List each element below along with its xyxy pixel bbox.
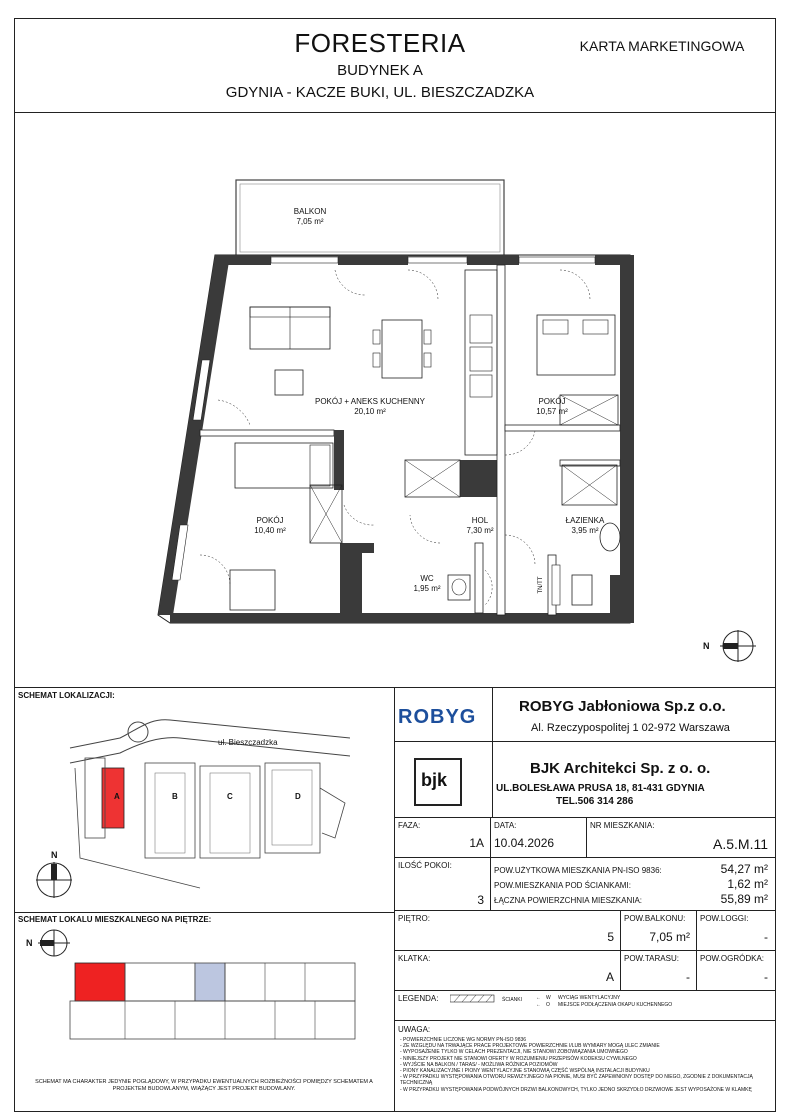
info-row-divider-1 bbox=[394, 857, 776, 858]
taras-value: - bbox=[686, 970, 690, 984]
legend-o: O bbox=[546, 1002, 550, 1008]
note-line: - PIONY KANALIZACYJNE I PIONY WENTYLACYJNE STANOWIĄ CZĘŚĆ WSPÓLNĄ INSTALACJI BUDYNKU bbox=[400, 1068, 650, 1075]
floor-scheme bbox=[65, 955, 365, 1050]
project-title: FORESTERIA bbox=[294, 28, 466, 58]
faza-value: 1A bbox=[469, 836, 484, 850]
notes-list bbox=[400, 1037, 770, 1093]
architect-name: BJK Architekci Sp. z o. o. bbox=[530, 760, 711, 777]
note-line: - POWIERZCHNIE LICZONE WG NORMY PN-ISO 9836 bbox=[400, 1037, 527, 1043]
ogrodek-label: POW.OGRÓDKA: bbox=[700, 954, 765, 963]
note-line: - WYPOSAŻENIE TYLKO W CELACH PREZENTACJI, NIE STANOWI ZOBOWIĄZANIA UMOWNEGO bbox=[400, 1049, 628, 1056]
note-line: - ZE WZGLĘDU NA TRWAJĄCE PRACE PROJEKTOWE POWIERZCHNIE I/LUB WYMIARY MOGĄ ULEC ZMIANIE bbox=[400, 1043, 660, 1050]
area3-value: 55,89 m² bbox=[720, 892, 768, 906]
bottom-divider bbox=[14, 687, 776, 688]
notes-title: UWAGA: bbox=[398, 1025, 431, 1034]
logo-divider bbox=[492, 687, 493, 817]
info-row-divider-2 bbox=[394, 910, 776, 911]
developer-address: Al. Rzeczypospolitej 1 02-972 Warszawa bbox=[531, 722, 730, 734]
building-a-label: A bbox=[114, 792, 120, 801]
balkon-value: 7,05 m² bbox=[649, 930, 690, 944]
vent-label: TN/TT bbox=[538, 576, 544, 594]
legend-w-arrow-icon: ← bbox=[536, 995, 541, 1001]
room-wc: WC 1,95 m² bbox=[413, 574, 441, 593]
info-row-divider-5 bbox=[394, 1020, 776, 1021]
pokoje-divider bbox=[490, 857, 491, 910]
legend-title: LEGENDA: bbox=[398, 994, 439, 1003]
location-map bbox=[60, 708, 350, 908]
street-label: ul. Bieszczadzka bbox=[218, 738, 278, 747]
bjk-logo-text: bjk bbox=[421, 770, 448, 790]
wall-hatch-icon bbox=[450, 994, 500, 1004]
data-divider bbox=[586, 817, 587, 857]
data-value: 10.04.2026 bbox=[494, 836, 555, 850]
location-title: SCHEMAT LOKALIZACJI: bbox=[18, 691, 115, 700]
floor-scheme-title: SCHEMAT LOKALU MIESZKALNEGO NA PIĘTRZE: bbox=[18, 915, 212, 924]
legend-vent1: WYCIĄG WENTYLACYJNY bbox=[558, 995, 621, 1001]
building-d-label: D bbox=[295, 792, 301, 801]
klatka-value: A bbox=[605, 970, 614, 984]
taras-label: POW.TARASU: bbox=[624, 954, 679, 963]
room-bedroom-2: POKÓJ 10,40 m² bbox=[254, 516, 286, 535]
loggia-value: - bbox=[764, 930, 768, 944]
building-name: BUDYNEK A bbox=[337, 62, 423, 79]
room-bathroom: ŁAZIENKA 3,95 m² bbox=[565, 516, 605, 535]
area1-label: POW.UŻYTKOWA MIESZKANIA PN-ISO 9836: bbox=[494, 866, 662, 875]
location-compass-label: N bbox=[51, 850, 58, 860]
note-line: - NINIEJSZY PROJEKT NIE STANOWI OFERTY W ROZUMIENIU PRZEPISÓW KODEKSU CYWILNEGO bbox=[400, 1055, 637, 1062]
faza-label: FAZA: bbox=[398, 821, 421, 830]
scheme-divider bbox=[14, 912, 394, 913]
room-hall: HOL 7,30 m² bbox=[466, 516, 494, 535]
floor-compass-label: N bbox=[26, 938, 33, 948]
room-living-kitchen: POKÓJ + ANEKS KUCHENNY 20,10 m² bbox=[314, 397, 426, 416]
note-line: - W PRZYPADKU WYSTĘPOWANIA PODWÓJNYCH DRZWI BALKONOWYCH, TYLKO JEDNO SKRZYDŁO DRZWIOWE JEST WYPOSAŻONE W KLAMKĘ bbox=[400, 1086, 752, 1093]
robyg-logo-text: ROBYG bbox=[398, 706, 477, 728]
note-line: - WYJŚCIE NA BALKON / TARAS/ - MOŻLIWA RÓŻNICA POZIOMÓW bbox=[400, 1061, 558, 1068]
area2-value: 1,62 m² bbox=[727, 877, 768, 891]
bjk-logo bbox=[414, 758, 462, 806]
legend-o-arrow-icon: ← bbox=[536, 1002, 541, 1008]
legend-walls: ŚCIANKI bbox=[502, 997, 523, 1003]
header-divider bbox=[14, 112, 776, 113]
nr-value: A.5.M.11 bbox=[713, 836, 768, 852]
room-balkon: BALKON 7,05 m² bbox=[293, 207, 327, 226]
faza-divider bbox=[490, 817, 491, 857]
area3-label: ŁĄCZNA POWIERZCHNIA MIESZKANIA: bbox=[494, 896, 643, 905]
card-type: KARTA MARKETINGOWA bbox=[579, 38, 745, 54]
architect-phone: TEL.506 314 286 bbox=[556, 796, 634, 807]
info-top-divider bbox=[394, 817, 776, 818]
location-compass-icon bbox=[34, 860, 74, 900]
plan-compass-label: N bbox=[703, 641, 710, 651]
pokoje-value: 3 bbox=[477, 893, 484, 907]
note-line: - W PRZYPADKU WYSTĘPOWANIA OTWORU REWIZYJNEGO NA PIONIE, MUSI BYĆ ZAPEWNIONY DOSTĘP DO NIEGO, ZGODNIE Z DOKUMENTACJĄ TECHNICZNĄ bbox=[400, 1074, 753, 1087]
area1-value: 54,27 m² bbox=[720, 862, 768, 876]
data-label: DATA: bbox=[494, 821, 517, 830]
room-bedroom-1: POKÓJ 10,57 m² bbox=[536, 397, 568, 416]
company-divider bbox=[394, 741, 776, 742]
area2-label: POW.MIESZKANIA POD ŚCIANKAMI: bbox=[494, 881, 631, 890]
loggia-label: POW.LOGGI: bbox=[700, 914, 749, 923]
info-row-divider-4 bbox=[394, 990, 776, 991]
bottom-vertical-divider bbox=[394, 687, 395, 1112]
pietro-label: PIĘTRO: bbox=[398, 914, 431, 923]
nr-label: NR MIESZKANIA: bbox=[590, 821, 655, 830]
legend-vent2: MIEJSCE PODŁĄCZENIA OKAPU KUCHENNEGO bbox=[558, 1002, 673, 1008]
ogrodek-value: - bbox=[764, 970, 768, 984]
scheme-footnote: SCHEMAT MA CHARAKTER JEDYNIE POGLĄDOWY, W PRZYPADKU EWENTUALNYCH ROZBIEŻNOŚCI POMIĘDZY SCHEMATEM A PROJEKTEM BUDOWLANYM, WIĄŻĄCY JEST PROJEKT BUDOWLANY. bbox=[35, 1079, 373, 1092]
building-b-label: B bbox=[172, 792, 178, 801]
balkon-label: POW.BALKONU: bbox=[624, 914, 686, 923]
info-row-divider-3 bbox=[394, 950, 776, 951]
pietro-value: 5 bbox=[607, 930, 614, 944]
legend-w: W bbox=[546, 995, 551, 1001]
architect-address: UL.BOLESŁAWA PRUSA 18, 81-431 GDYNIA bbox=[496, 783, 705, 794]
klatka-label: KLATKA: bbox=[398, 954, 431, 963]
project-address: GDYNIA - KACZE BUKI, UL. BIESZCZADZKA bbox=[225, 84, 535, 101]
developer-name: ROBYG Jabłoniowa Sp.z o.o. bbox=[519, 698, 726, 715]
building-c-label: C bbox=[227, 792, 233, 801]
pokoje-label: ILOŚĆ POKOI: bbox=[398, 861, 452, 870]
